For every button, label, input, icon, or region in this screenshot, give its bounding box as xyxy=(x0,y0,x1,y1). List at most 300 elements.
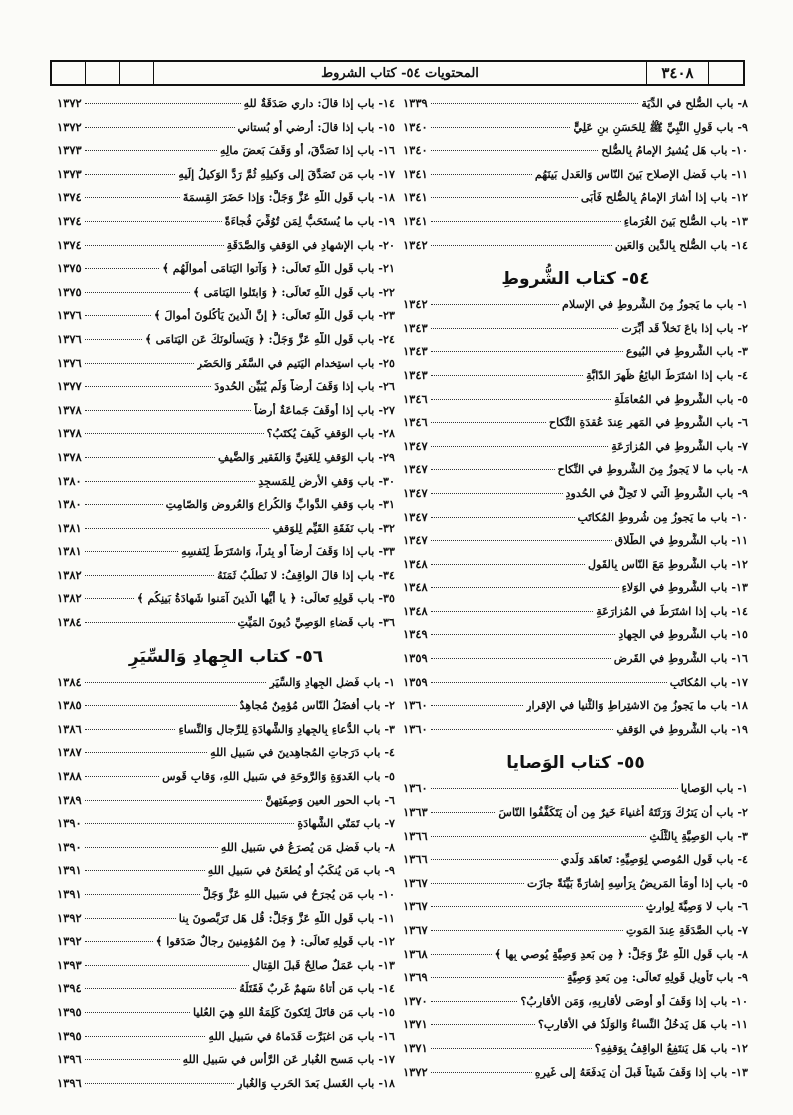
toc-entry-page: ١٣٨٤ xyxy=(57,615,82,630)
toc-entry[interactable] xyxy=(57,497,395,521)
dot-leader xyxy=(431,1001,518,1002)
dot-leader xyxy=(85,551,178,552)
dot-leader xyxy=(431,174,532,175)
toc-entry-title: ٢- باب أفضَلُ النّاسِ مُؤمِنٌ مُجاهِدٌ xyxy=(239,698,395,713)
toc-entry-page: ١٣٤١ xyxy=(403,190,428,205)
header-empty-cell xyxy=(52,62,86,84)
dot-leader xyxy=(85,776,159,777)
dot-leader xyxy=(431,469,555,470)
toc-entry[interactable] xyxy=(57,544,395,568)
toc-entry[interactable] xyxy=(57,887,395,911)
toc-entry[interactable] xyxy=(403,1041,748,1065)
toc-entry-title: ١٣- باب الشُّروطِ في الوَلاءِ xyxy=(621,580,748,595)
toc-entry-title: ٣٦- باب قَضاءِ الوَصِيِّ دُيونَ المَيِّتِ xyxy=(237,615,395,630)
dot-leader xyxy=(431,682,667,683)
toc-entry-page: ١٣٦٣ xyxy=(403,805,428,820)
dot-leader xyxy=(85,386,212,387)
toc-entry[interactable] xyxy=(403,143,748,167)
dot-leader xyxy=(431,883,524,884)
toc-entry-page: ١٣٤٣ xyxy=(403,344,428,359)
toc-entry[interactable] xyxy=(57,1052,395,1076)
header-empty-cell xyxy=(120,62,154,84)
toc-entry-title: ٥- باب الشُّروطِ في المُعامَلَةِ xyxy=(614,391,748,406)
toc-entry-title: ١٢- باب هَل يَنتَفِعُ الواقِفُ بِوَقفِهِ؟ xyxy=(594,1040,748,1055)
dot-leader xyxy=(431,564,585,565)
toc-entry-page: ١٣٧٤ xyxy=(57,237,82,252)
toc-entry[interactable] xyxy=(57,521,395,545)
toc-entry[interactable] xyxy=(57,934,395,958)
toc-entry[interactable] xyxy=(403,486,748,510)
toc-entry-title: ٣١- باب وَقفِ الدَّوابِّ وَالكُراعِ وَالعُروضِ وَالصّامِتِ xyxy=(165,497,395,512)
toc-entry[interactable] xyxy=(403,852,748,876)
dot-leader xyxy=(85,504,163,505)
toc-entry-title: ٦- باب الشُّروطِ في المَهرِ عِندَ عُقدَةِ النِّكاحِ xyxy=(548,415,748,430)
dot-leader xyxy=(431,103,639,104)
toc-entry-page: ١٣٧٨ xyxy=(57,426,82,441)
toc-entry-title: ٤- باب قَولِ المُوصي لِوَصِيِّهِ: تَعاهَد وَلَدي xyxy=(560,852,748,867)
dot-leader xyxy=(85,705,237,706)
toc-entry[interactable] xyxy=(57,769,395,793)
toc-entry-page: ١٣٧٤ xyxy=(57,190,82,205)
toc-entry[interactable] xyxy=(57,568,395,592)
toc-entry-page: ١٣٤٦ xyxy=(403,415,428,430)
toc-entry-page: ١٣٩٥ xyxy=(57,1028,82,1043)
toc-entry-title: ١٦- باب الشُّروطِ في القَرضِ xyxy=(613,651,748,666)
dot-leader xyxy=(85,1083,234,1084)
dot-leader xyxy=(431,859,558,860)
toc-entry[interactable] xyxy=(403,557,748,581)
dot-leader xyxy=(85,245,224,246)
toc-entry[interactable] xyxy=(57,143,395,167)
toc-entry-page: ١٣٤٧ xyxy=(403,485,428,500)
toc-entry-title: ١- باب فَضلِ الجِهادِ وَالسِّيَرِ xyxy=(269,674,395,689)
toc-entry-title: ٣٠- باب وَقفِ الأرضِ لِلمَسجِدِ xyxy=(258,473,395,488)
toc-entry-page: ١٣٤٧ xyxy=(403,533,428,548)
toc-entry-page: ١٣٣٩ xyxy=(403,96,428,110)
dot-leader xyxy=(431,328,619,329)
dot-leader xyxy=(431,221,621,222)
toc-entry[interactable] xyxy=(57,591,395,615)
toc-entry-title: ٨- باب ما لا يَجوزُ مِنَ الشُّروطِ في النِّكاحِ xyxy=(557,462,748,477)
toc-entry-title: ١٥- باب إذا قالَ: أرضي أو بُستاني xyxy=(237,119,395,134)
dot-leader xyxy=(431,836,647,837)
toc-entry-title: ١٢- باب قَولِهِ تَعالَى: ﴿ مِنَ المُؤمِنينَ رِجالٌ صَدَقوا ﴾ xyxy=(155,934,395,949)
dot-leader xyxy=(431,517,575,518)
toc-entry[interactable] xyxy=(403,923,748,947)
toc-entry-title: ٦- باب الحورِ العينِ وَصِفَتِهِنَّ xyxy=(265,792,395,807)
toc-entry[interactable] xyxy=(57,356,395,380)
toc-entry[interactable] xyxy=(403,829,748,853)
toc-entry-title: ١٨- باب قَولِ اللَّهِ عَزَّ وَجَلَّ: وَإذا حَضَرَ القِسمَةَ xyxy=(182,190,395,205)
dot-leader xyxy=(431,788,678,789)
dot-leader xyxy=(85,315,151,316)
dot-leader xyxy=(85,127,235,128)
toc-entry-page: ١٣٥٩ xyxy=(403,674,428,689)
toc-entry[interactable] xyxy=(57,426,395,450)
toc-entry-title: ٣٣- باب إذا وَقَفَ أرضاً أو بِئراً، وَاشتَرَطَ لِنَفسِهِ xyxy=(181,544,395,559)
toc-entry[interactable] xyxy=(57,911,395,935)
toc-entry-page: ١٣٤٠ xyxy=(403,119,428,134)
toc-entry[interactable] xyxy=(57,698,395,722)
toc-entry-page: ١٣٧٣ xyxy=(57,166,82,181)
toc-entry[interactable] xyxy=(403,698,748,722)
toc-entry[interactable] xyxy=(57,96,395,120)
toc-entry[interactable] xyxy=(57,379,395,403)
dot-leader xyxy=(85,481,256,482)
toc-entry[interactable] xyxy=(403,1065,748,1089)
toc-entry[interactable] xyxy=(57,261,395,285)
toc-entry-title: ٥- باب إذا أومَأَ المَريضُ بِرَأسِهِ إشارَةً بَيِّنَةً جازَت xyxy=(526,875,748,890)
toc-entry[interactable] xyxy=(57,214,395,238)
toc-entry-page: ١٣٨٢ xyxy=(57,591,82,606)
dot-leader xyxy=(85,1012,190,1013)
toc-entry-title: ١٤- باب إذا اشتَرَطَ في المُزارَعَةِ xyxy=(596,603,748,618)
toc-entry[interactable] xyxy=(57,474,395,498)
toc-entry-page: ١٣٧٦ xyxy=(57,331,82,346)
toc-entry[interactable] xyxy=(57,840,395,864)
toc-entry[interactable] xyxy=(403,604,748,628)
toc-entry[interactable] xyxy=(403,120,748,144)
dot-leader xyxy=(85,682,267,683)
toc-entry-page: ١٣٤١ xyxy=(403,213,428,228)
toc-entry-page: ١٣٧٥ xyxy=(57,261,82,276)
toc-entry-title: ١٩- باب الشُّروطِ في الوَقفِ xyxy=(616,721,748,736)
dot-leader xyxy=(431,351,623,352)
dot-leader xyxy=(85,221,222,222)
toc-entry-page: ١٣٨٦ xyxy=(57,721,82,736)
toc-column-right xyxy=(403,96,748,1088)
toc-entry-title: ١٠- باب ما يَجوزُ مِن شُروطِ المُكاتَبِ xyxy=(577,509,748,524)
dot-leader xyxy=(85,870,205,871)
toc-entry[interactable] xyxy=(57,1029,395,1053)
toc-entry-title: ٥- باب الغَدوَةِ وَالرَّوحَةِ في سَبيلِ اللهِ، وَقابِ قَوسِ xyxy=(162,769,395,784)
toc-entry-page: ١٣٤٧ xyxy=(403,462,428,477)
dot-leader xyxy=(85,150,217,151)
toc-entry-title: ١٧- باب مَسحِ الغُبارِ عَنِ الرَّأسِ في سَبيلِ اللهِ xyxy=(182,1052,395,1067)
toc-entry-title: ٢٤- باب قَولِ اللَّهِ عَزَّ وَجَلَّ: ﴿ وَيَسألونَكَ عَنِ اليَتامَى ﴾ xyxy=(145,331,395,346)
toc-entry-title: ٢٠- باب الإشهادِ في الوَقفِ وَالصَّدَقَةِ xyxy=(226,237,395,252)
toc-entry-page: ١٣٧٣ xyxy=(57,143,82,158)
dot-leader xyxy=(85,410,252,411)
dot-leader xyxy=(85,1059,180,1060)
toc-entry-page: ١٣٨٠ xyxy=(57,497,82,512)
toc-entry-page: ١٣٤٠ xyxy=(403,143,428,158)
toc-entry[interactable] xyxy=(403,722,748,746)
toc-entry-page: ١٣٩٣ xyxy=(57,957,82,972)
toc-entry-page: ١٣٦٦ xyxy=(403,852,428,867)
dot-leader xyxy=(85,598,134,599)
toc-entry-page: ١٣٧١ xyxy=(403,1017,428,1032)
toc-entry-title: ٢٥- باب استِخدامِ اليَتيمِ في السَّفَرِ وَالحَضَرِ xyxy=(196,355,395,370)
toc-entry[interactable] xyxy=(403,876,748,900)
toc-entry-title: ٣٤- باب إذا قالَ الواقِفُ: لا نَطلُبُ ثَمَنَهُ xyxy=(217,567,395,582)
toc-entry[interactable] xyxy=(57,450,395,474)
toc-entry[interactable] xyxy=(403,96,748,120)
toc-entry-title: ٢١- باب قَولِ اللَّهِ تَعالَى: ﴿ وَآتوا اليَتامَى أموالَهُم ﴾ xyxy=(162,261,395,276)
dot-leader xyxy=(431,977,564,978)
toc-entry[interactable] xyxy=(403,1017,748,1041)
toc-entry-page: ١٣٩٦ xyxy=(57,1075,82,1090)
toc-entry[interactable] xyxy=(57,1076,395,1100)
toc-entry-title: ١٤- باب الصُّلحِ بِالدَّينِ وَالعَينِ xyxy=(614,237,748,252)
toc-entry-page: ١٣٤٢ xyxy=(403,237,428,252)
toc-entry-page: ١٣٨٥ xyxy=(57,698,82,713)
toc-entry[interactable] xyxy=(403,190,748,214)
toc-entry-title: ٧- باب الشُّروطِ في المُزارَعَةِ xyxy=(611,438,748,453)
toc-entry[interactable] xyxy=(57,167,395,191)
dot-leader xyxy=(431,127,571,128)
dot-leader xyxy=(431,906,643,907)
toc-entry[interactable] xyxy=(57,981,395,1005)
dot-leader xyxy=(431,729,614,730)
toc-entry[interactable] xyxy=(403,392,748,416)
dot-leader xyxy=(431,954,492,955)
toc-entry-page: ١٣٩٦ xyxy=(57,1052,82,1067)
dot-leader xyxy=(85,433,264,434)
toc-entry-page: ١٣٦٧ xyxy=(403,899,428,914)
toc-entry[interactable] xyxy=(403,947,748,971)
toc-entry-title: ١١- باب هَل يَدخُلُ النِّساءُ وَالوَلَدُ في الأقارِبِ؟ xyxy=(537,1017,748,1032)
dot-leader xyxy=(431,245,612,246)
dot-leader xyxy=(431,634,616,635)
toc-entry-page: ١٣٧٠ xyxy=(403,993,428,1008)
toc-entry-page: ١٣٩١ xyxy=(57,887,82,901)
toc-entry-page: ١٣٤٨ xyxy=(403,556,428,571)
toc-entry-page: ١٣٤١ xyxy=(403,166,428,181)
toc-entry-page: ١٣٤٩ xyxy=(403,627,428,642)
dot-leader xyxy=(85,894,200,895)
toc-entry-title: ١٥- باب مَن قاتَلَ لِتَكونَ كَلِمَةُ اللهِ هِيَ العُليا xyxy=(192,1004,395,1019)
toc-entry-title: ١٠- باب إذا وَقَفَ أو أوصَى لأقارِبِهِ، وَمَنِ الأقارِبُ؟ xyxy=(520,993,748,1008)
toc-entry-page: ١٣٤٢ xyxy=(403,297,428,312)
toc-entry-title: ١٥- باب الشُّروطِ في الجِهادِ xyxy=(618,627,748,642)
toc-entry-page: ١٣٩٠ xyxy=(57,839,82,854)
toc-entry-title: ١٣- باب إذا وَقَفَ شَيئاً قَبلَ أن يَدفَعَهُ إلى غَيرِهِ xyxy=(534,1064,748,1079)
dot-leader xyxy=(85,918,176,919)
toc-entry-page: ١٣٤٨ xyxy=(403,580,428,595)
toc-entry[interactable] xyxy=(403,533,748,557)
toc-entry[interactable] xyxy=(57,615,395,639)
section-heading: ٥٥- كتاب الوَصايا xyxy=(506,753,645,774)
toc-entry[interactable] xyxy=(403,214,748,238)
page-header xyxy=(50,60,745,86)
toc-entry-page: ١٣٧٧ xyxy=(57,379,82,394)
toc-entry[interactable] xyxy=(57,332,395,356)
toc-entry-page: ١٣٧٨ xyxy=(57,402,82,417)
dot-leader xyxy=(431,399,611,400)
toc-entry-page: ١٣٨١ xyxy=(57,520,82,535)
toc-entry-title: ٣- باب الوَصِيَّةِ بِالثُّلُثِ xyxy=(649,828,748,843)
toc-entry-page: ١٣٨٧ xyxy=(57,745,82,760)
dot-leader xyxy=(431,930,623,931)
toc-entry-title: ١٦- باب إذا تَصَدَّقَ، أو وَقَفَ بَعضَ مالِهِ xyxy=(219,143,395,158)
toc-entry-title: ١٢- باب إذا أشارَ الإمامُ بِالصُّلحِ فَأَبَى xyxy=(580,190,748,205)
toc-entry[interactable] xyxy=(403,510,748,534)
dot-leader xyxy=(431,493,563,494)
toc-entry[interactable] xyxy=(57,958,395,982)
toc-entry-page: ١٣٧٦ xyxy=(57,308,82,323)
toc-entry[interactable] xyxy=(57,403,395,427)
toc-entry[interactable] xyxy=(403,994,748,1018)
toc-entry-page: ١٣٦٠ xyxy=(403,781,428,796)
toc-entry-title: ٨- باب قَولِ اللَّهِ عَزَّ وَجَلَّ: ﴿ مِن بَعدِ وَصِيَّةٍ يُوصي بِها ﴾ xyxy=(494,946,748,961)
toc-entry-title: ٣٢- باب نَفَقَةِ القَيِّمِ لِلوَقفِ xyxy=(272,520,395,535)
toc-entry-title: ٨- باب فَضلِ مَن يُصرَعُ في سَبيلِ اللهِ xyxy=(220,839,395,854)
toc-entry-title: ٢٢- باب قَولِ اللَّهِ تَعالَى: ﴿ وَابتَلوا اليَتامَى ﴾ xyxy=(193,284,395,299)
toc-entry-title: ٩- باب مَن يُنكَبُ أو يُطعَنُ في سَبيلِ اللهِ xyxy=(207,863,395,878)
dot-leader xyxy=(85,622,235,623)
toc-entry[interactable] xyxy=(403,651,748,675)
toc-entry[interactable] xyxy=(57,675,395,699)
dot-leader xyxy=(85,800,263,801)
toc-entry-page: ١٣٥٩ xyxy=(403,651,428,666)
toc-entry[interactable] xyxy=(57,1005,395,1029)
toc-entry-page: ١٣٨٤ xyxy=(57,674,82,689)
toc-entry-title: ٩- باب الشُّروطِ الَّتي لا تَحِلُّ في الحُدودِ xyxy=(565,485,748,500)
toc-entry[interactable] xyxy=(403,580,748,604)
toc-entry-page: ١٣٤٣ xyxy=(403,320,428,335)
dot-leader xyxy=(85,988,237,989)
toc-entry[interactable] xyxy=(57,238,395,262)
toc-entry-title: ١٧- باب مَن تَصَدَّقَ إلى وَكيلِهِ ثُمَّ رَدَّ الوَكيلُ إلَيهِ xyxy=(178,166,395,181)
toc-entry-page: ١٣٧٢ xyxy=(57,119,82,134)
toc-entry[interactable] xyxy=(57,722,395,746)
toc-entry-title: ١٠- باب هَل يُشيرُ الإمامُ بِالصُّلحِ xyxy=(601,143,748,158)
dot-leader xyxy=(85,457,215,458)
toc-entry-page: ١٣٧٦ xyxy=(57,355,82,370)
dot-leader xyxy=(431,446,609,447)
toc-entry-page: ١٣٦٠ xyxy=(403,721,428,736)
toc-entry-page: ١٣٩٢ xyxy=(57,910,82,925)
dot-leader xyxy=(85,103,241,104)
toc-entry[interactable] xyxy=(403,297,748,321)
toc-entry-page: ١٣٦٧ xyxy=(403,923,428,937)
toc-entry[interactable] xyxy=(403,344,748,368)
toc-entry-page: ١٣٩٠ xyxy=(57,816,82,831)
toc-entry[interactable] xyxy=(403,238,748,262)
toc-entry-title: ١٣- باب عَمَلٌ صالِحٌ قَبلَ القِتالِ xyxy=(252,957,395,972)
toc-entry-title: ١٨- باب الغَسلِ بَعدَ الحَربِ وَالغُبارِ xyxy=(237,1075,395,1090)
dot-leader xyxy=(431,197,578,198)
dot-leader xyxy=(431,1048,592,1049)
toc-entry-title: ٤- باب دَرَجاتِ المُجاهِدينَ في سَبيلِ اللهِ xyxy=(210,745,395,760)
toc-entry[interactable] xyxy=(403,368,748,392)
toc-entry-title: ٢- باب أن يَترُكَ وَرَثَتَهُ أغنياءَ خَيرٌ مِن أن يَتَكَفَّفُوا النّاسَ xyxy=(498,805,748,820)
dot-leader xyxy=(85,941,153,942)
toc-entry-page: ١٣٩٢ xyxy=(57,934,82,949)
toc-entry[interactable] xyxy=(57,190,395,214)
toc-entry[interactable] xyxy=(403,439,748,463)
toc-entry-page: ١٣٦٩ xyxy=(403,970,428,985)
toc-entry-title: ٣- باب الشُّروطِ في البُيوعِ xyxy=(625,344,748,359)
toc-entry[interactable] xyxy=(403,627,748,651)
toc-entry[interactable] xyxy=(57,285,395,309)
toc-entry-page: ١٣٨٢ xyxy=(57,567,82,582)
toc-entry-title: ١٣- باب الصُّلحِ بَينَ الغُرَماءِ xyxy=(623,213,748,228)
toc-entry-page: ١٣٤٧ xyxy=(403,438,428,453)
toc-entry-title: ١- باب الوَصايا xyxy=(680,781,748,796)
toc-entry-title: ١٧- باب المُكاتَبِ xyxy=(669,674,748,689)
dot-leader xyxy=(85,823,295,824)
toc-entry-page: ١٣٨٨ xyxy=(57,769,82,784)
toc-entry[interactable] xyxy=(57,793,395,817)
toc-entry[interactable] xyxy=(57,308,395,332)
toc-entry-title: ٩- باب تَأويلِ قَولِهِ تَعالَى: مِن بَعدِ وَصِيَّةٍ xyxy=(567,970,748,985)
toc-entry-title: ٢- باب إذا باعَ نَخلاً قَد أُبِّرَت xyxy=(621,320,748,335)
toc-entry-title: ١٤- باب مَن أتاهُ سَهمٌ غَربٌ فَقَتَلَهُ xyxy=(239,981,395,996)
toc-entry[interactable] xyxy=(403,675,748,699)
toc-entry-title: ١١- باب الشُّروطِ في الطَّلاقِ xyxy=(614,533,748,548)
section-heading: ٥٦- كتاب الجِهادِ وَالسِّيَرِ xyxy=(128,646,324,667)
toc-entry-title: ١٩- باب ما يُستَحَبُّ لِمَن تُوُفِّيَ فُجاءَةً xyxy=(224,213,395,228)
toc-entry-page: ١٣٦٦ xyxy=(403,828,428,843)
toc-entry-title: ١٢- باب الشُّروطِ مَعَ النّاسِ بِالقَولِ xyxy=(587,556,748,571)
toc-entry-title: ١٤- باب إذا قالَ: داري صَدَقَةٌ للهِ xyxy=(243,96,395,110)
toc-entry[interactable] xyxy=(403,899,748,923)
toc-entry-title: ٦- باب لا وَصِيَّةَ لِوارِثٍ xyxy=(645,899,748,914)
toc-entry[interactable] xyxy=(403,970,748,994)
toc-entry-page: ١٣٧٢ xyxy=(403,1064,428,1079)
toc-entry[interactable] xyxy=(57,745,395,769)
toc-entry-page: ١٣٨٩ xyxy=(57,792,82,807)
toc-entry[interactable] xyxy=(403,321,748,345)
toc-entry-title: ١١- باب قَولِ اللَّهِ عَزَّ وَجَلَّ: قُل هَل تَرَبَّصونَ بِنا xyxy=(178,910,395,925)
dot-leader xyxy=(431,812,496,813)
dot-leader xyxy=(431,150,599,151)
dot-leader xyxy=(85,339,142,340)
toc-entry[interactable] xyxy=(57,816,395,840)
toc-entry[interactable] xyxy=(57,120,395,144)
toc-entry-page: ١٣٧٢ xyxy=(57,96,82,110)
toc-entry-title: ٣- باب الدُّعاءِ بِالجِهادِ وَالشَّهادَةِ لِلرِّجالِ وَالنِّساءِ xyxy=(178,721,395,736)
dot-leader xyxy=(431,304,559,305)
dot-leader xyxy=(85,847,218,848)
toc-entry-title: ٢٣- باب قَولِ اللَّهِ تَعالَى: ﴿ إنَّ الَّذينَ يَأكُلونَ أموالَ ﴾ xyxy=(153,308,395,323)
dot-leader xyxy=(85,729,176,730)
dot-leader xyxy=(85,528,270,529)
toc-entry-title: ١- باب ما يَجوزُ مِنَ الشُّروطِ في الإسلامِ xyxy=(562,297,748,312)
toc-entry-page: ١٣٧٥ xyxy=(57,284,82,299)
toc-entry-title: ٩- باب قَولِ النَّبِيِّ ﷺ لِلحَسَنِ بنِ عَلِيٍّ xyxy=(573,119,748,134)
toc-entry-title: ٣٥- باب قَولِهِ تَعالَى: ﴿ يا أيُّها الَّذينَ آمَنوا شَهادَةُ بَينِكُم ﴾ xyxy=(137,591,395,606)
toc-entry[interactable] xyxy=(403,167,748,191)
toc-entry[interactable] xyxy=(57,863,395,887)
toc-entry-page: ١٣٤٣ xyxy=(403,367,428,382)
toc-entry[interactable] xyxy=(403,415,748,439)
page-number: ٣٤٠٨ xyxy=(647,62,709,84)
toc-entry-title: ٧- باب تَمَنّي الشَّهادَةِ xyxy=(297,816,395,831)
dot-leader xyxy=(85,575,214,576)
toc-entry[interactable] xyxy=(403,781,748,805)
toc-entry-title: ١١- باب فَضلِ الإصلاحِ بَينَ النّاسِ وَالعَدلِ بَينَهُم xyxy=(534,166,748,181)
toc-entry-title: ٢٩- باب الوَقفِ لِلغَنِيِّ وَالفَقيرِ وَالضَّيفِ xyxy=(217,449,395,464)
header-empty-cell xyxy=(86,62,120,84)
toc-entry-page: ١٣٧٤ xyxy=(57,213,82,228)
toc-entry-page: ١٣٧٨ xyxy=(57,449,82,464)
dot-leader xyxy=(431,375,583,376)
dot-leader xyxy=(85,752,207,753)
toc-entry[interactable] xyxy=(403,805,748,829)
toc-entry-title: ٢٨- باب الوَقفِ كَيفَ يُكتَبُ؟ xyxy=(266,426,395,441)
toc-entry-page: ١٣٨٠ xyxy=(57,473,82,488)
dot-leader xyxy=(431,1024,535,1025)
dot-leader xyxy=(431,705,523,706)
toc-entry-title: ٧- باب الصَّدَقَةِ عِندَ المَوتِ xyxy=(626,923,748,937)
toc-entry-title: ١٠- باب مَن يُجرَحُ في سَبيلِ اللهِ عَزَّ وَجَلَّ xyxy=(202,887,395,901)
dot-leader xyxy=(85,174,176,175)
toc-entry[interactable] xyxy=(403,462,748,486)
toc-entry-page: ١٣٤٨ xyxy=(403,603,428,618)
